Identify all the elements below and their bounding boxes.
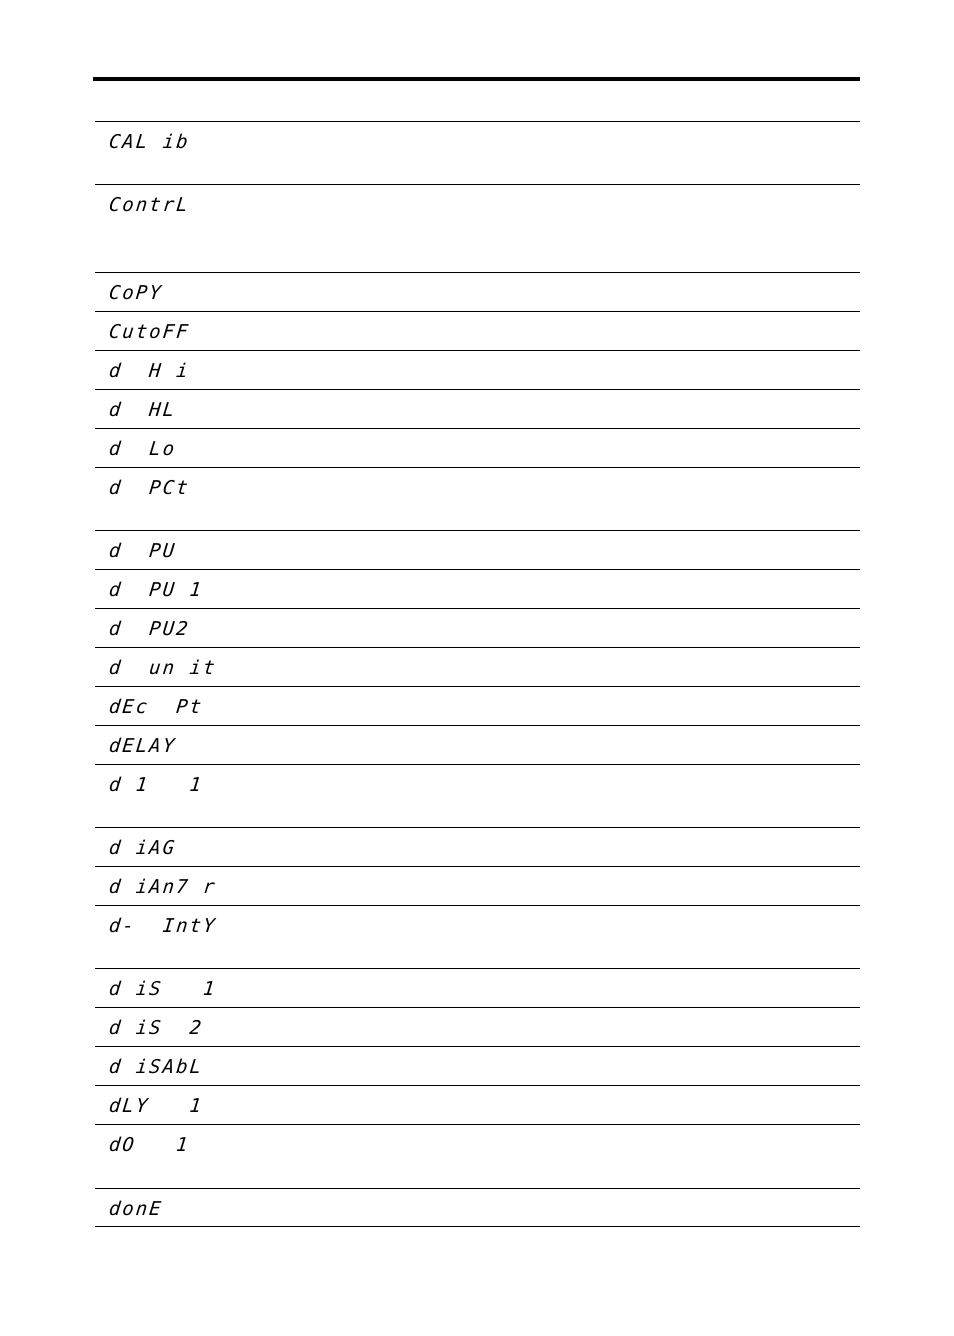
display-code: d- IntY — [107, 915, 218, 937]
code-table — [95, 121, 860, 1227]
table-row — [95, 122, 860, 185]
table-row — [95, 1086, 860, 1125]
display-code: d iAn7 r — [107, 876, 218, 898]
table-row — [95, 609, 860, 648]
display-code: d iSAbL — [107, 1056, 205, 1078]
display-code: d un it — [107, 657, 218, 679]
table-row — [95, 1125, 860, 1189]
display-code: d iAG — [107, 837, 178, 859]
table-row — [95, 765, 860, 828]
table-row — [95, 1047, 860, 1086]
display-code: d iS 2 — [107, 1017, 205, 1039]
table-row — [95, 273, 860, 312]
display-code: dO 1 — [107, 1134, 191, 1156]
display-code: d PU — [107, 540, 178, 562]
table-row — [95, 906, 860, 969]
display-code: CutoFF — [107, 321, 191, 343]
display-code: dELAY — [107, 735, 178, 757]
table-row — [95, 1008, 860, 1047]
table-row — [95, 531, 860, 570]
display-code: ContrL — [107, 194, 191, 216]
display-code: d Lo — [107, 438, 178, 460]
table-row — [95, 648, 860, 687]
display-code: d PU2 — [107, 618, 191, 640]
display-code: d 1 1 — [107, 774, 205, 796]
display-code: d PU 1 — [107, 579, 205, 601]
table-row — [95, 351, 860, 390]
table-row — [95, 1189, 860, 1227]
top-rule — [93, 77, 860, 81]
table-row — [95, 828, 860, 867]
table-row — [95, 429, 860, 468]
display-code: d iS 1 — [107, 978, 218, 1000]
table-row — [95, 312, 860, 351]
display-code: d H i — [107, 360, 191, 382]
display-code: d HL — [107, 399, 178, 421]
display-code: d PCt — [107, 477, 191, 499]
table-row — [95, 867, 860, 906]
display-code: CAL ib — [107, 131, 191, 153]
table-row — [95, 468, 860, 531]
display-code: dLY 1 — [107, 1095, 205, 1117]
table-row — [95, 687, 860, 726]
table-row — [95, 969, 860, 1008]
table-row — [95, 390, 860, 429]
display-code: dEc Pt — [107, 696, 205, 718]
display-code: CoPY — [107, 282, 164, 304]
table-row — [95, 185, 860, 273]
table-row — [95, 570, 860, 609]
display-code: donE — [107, 1198, 164, 1220]
table-row — [95, 726, 860, 765]
